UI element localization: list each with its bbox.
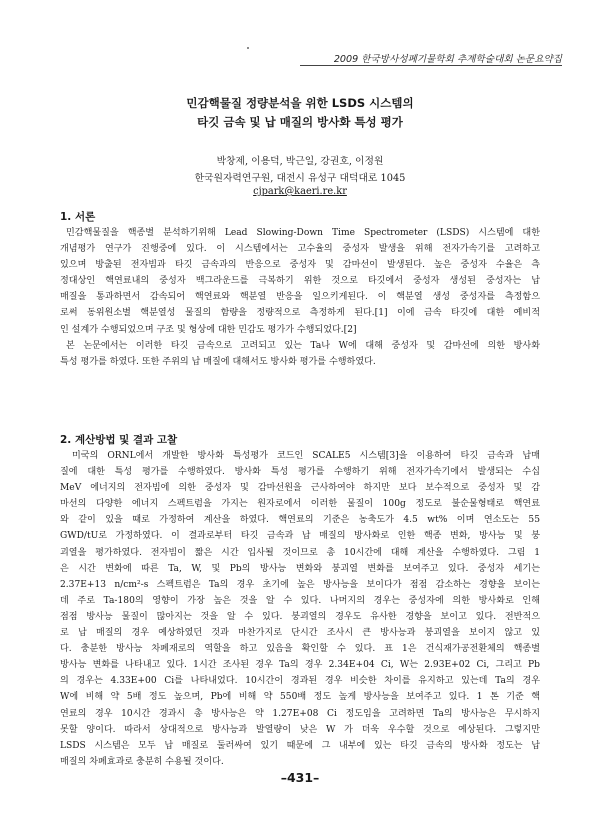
body-line: 인 설계가 수행되었으며 구조 및 형상에 대한 민감도 평가가 수행되었다.[2] bbox=[60, 324, 357, 335]
body-line: 로 납 매질의 경우 예상하였던 것과 마찬가지로 단시간 조사시 큰 방사능과 붕괴열을 보이지 않고 있 bbox=[60, 628, 540, 639]
section-body-methods bbox=[60, 448, 540, 770]
conference-header: 2009 한국방사성폐기물학회 추계학술대회 논문요약집 bbox=[333, 54, 562, 65]
email-line bbox=[60, 186, 540, 197]
body-line: 괴열을 평가하였다. 전자빔이 짧은 시간 입사될 것이므로 총 10시간에 대해 계산을 수행하였다. 그림 1 bbox=[60, 547, 540, 558]
body-line: MeV 에너지의 전자빔에 의한 중성자 및 감마선원을 근사하여야 하지만 보다 보수적으로 중성자 및 감 bbox=[60, 483, 540, 494]
body-line: 2.37E+13 n/cm²-s 스펙트럼은 Ta의 경우 초기에 높은 방사능을 보이다가 점점 감소하는 경향을 보이는 bbox=[60, 579, 540, 590]
header-rule bbox=[300, 65, 562, 66]
body-line: 마선의 다양한 에너지 스펙트럼을 가지는 원자로에서 이러한 물질이 100g 정도로 불순물형태로 핵연료 bbox=[60, 499, 540, 510]
body-line: 와 같이 있을 때로 가정하여 계산을 하였다. 핵연료의 기준은 농축도가 4.5 wt% 이며 연소도는 55 bbox=[60, 515, 540, 526]
body-line: 미국의 ORNL에서 개발한 방사화 특성평가 코드인 SCALE5 시스템[3]을 이용하여 타깃 금속과 납매 bbox=[72, 451, 540, 461]
affiliation: 한국원자력연구원, 대전시 유성구 대덕대로 1045 bbox=[194, 173, 406, 184]
body-line: 방사능 변화를 나타내고 있다. 1시간 조사된 경우 Ta의 경우 2.34E+04 Ci, W는 2.93E+02 Ci, 그리고 Pb bbox=[60, 660, 540, 671]
body-line: 연료의 경우 10시간 경과시 총 방사능은 약 1.27E+08 Ci 정도임을 고려하면 Ta의 방사능은 무시하지 bbox=[60, 708, 540, 719]
email-address: cjpark@kaeri.re.kr bbox=[253, 186, 347, 197]
section-heading-methods: 2. 계산방법 및 결과 고찰 bbox=[60, 434, 178, 446]
section-heading-intro: 1. 서론 bbox=[60, 211, 96, 223]
body-line: 점점 방사능 물질이 많아지는 것을 알 수 있다. 붕괴열의 경우도 유사한 경향을 보이고 있다. 전반적으 bbox=[60, 611, 540, 622]
paper-title-line-1: 민감핵물질 정량분석을 위한 LSDS 시스템의 bbox=[186, 96, 414, 110]
paper-title-line-2: 타깃 금속 및 납 매질의 방사화 특성 평가 bbox=[197, 115, 403, 129]
body-line: 의 경우는 4.33E+00 Ci를 나타내었다. 10시간이 경과된 경우 비슷한 차이를 유지하고 있는데 Ta의 경우 bbox=[60, 676, 540, 687]
body-line: 민감핵물질을 핵종별 분석하기위해 Lead Slowing-Down Time Spectrometer (LSDS) 시스템에 대한 bbox=[66, 228, 540, 238]
body-line: 은 시간 변화에 따른 Ta, W, 및 Pb의 방사능 변화와 붕괴열 변화를 보여주고 있다. 중성자 세기는 bbox=[60, 563, 540, 574]
body-line: 있으며 방출된 전자빔과 타깃 금속과의 반응으로 중성자 및 감마선이 발생된다. 높은 중성자 수율은 측 bbox=[60, 260, 540, 271]
body-line: 정대상인 핵연료내의 중성자 백그라운드를 극복하기 위한 것으로 타깃에서 중성자 생성된 중성자는 납 bbox=[60, 276, 540, 287]
section-body-intro bbox=[60, 225, 540, 370]
scan-speck bbox=[247, 47, 249, 49]
body-line: 매질의 차폐효과로 충분히 수용될 것이다. bbox=[60, 756, 224, 767]
author-list: 박창제, 이용덕, 박근일, 강권호, 이정원 bbox=[216, 156, 384, 167]
body-line: W에 비해 약 5배 정도 높으며, Pb에 비해 약 550배 정도 높게 방사능을 보여주고 있다. 1 톤 기준 핵 bbox=[60, 692, 540, 703]
body-line: 로써 동위원소별 핵분열성 물질의 함량을 정량적으로 측정하게 된다.[1] 이에 금속 타깃에 대한 예비적 bbox=[60, 308, 540, 319]
body-line: 특성 평가를 하였다. 또한 주위의 납 매질에 대해서도 방사화 평가를 수행하였다. bbox=[60, 356, 376, 367]
body-line: 질에 대한 특성 평가를 수행하였다. 방사화 특성 평가를 수행하기 위해 전자가속기에서 발생되는 수십 bbox=[60, 467, 540, 478]
body-line: 데 주로 Ta-180의 영향이 가장 높은 것을 알 수 있다. 나머지의 경우는 중성자에 의한 방사화로 인해 bbox=[60, 595, 540, 606]
body-line: 매질을 통과하면서 감속되어 핵연료와 핵분열 반응을 일으키게된다. 이 핵분열 생성 중성자를 측정함으 bbox=[60, 292, 540, 303]
body-line: 못할 양이다. 따라서 상대적으로 방사능과 발열량이 낮은 W 가 더욱 우수할 것으로 예상된다. 그렇지만 bbox=[60, 724, 540, 735]
body-line: 개념평가 연구가 진행중에 있다. 이 시스템에서는 고수율의 중성자 발생을 위해 전자가속기를 고려하고 bbox=[60, 244, 540, 255]
body-line: GWD/tU로 가정하였다. 이 결과로부터 타깃 금속과 납 매질의 방사화로 인한 핵종 변화, 방사능 및 붕 bbox=[60, 531, 540, 542]
body-line: 다. 충분한 방사능 차폐재로의 역할을 하고 있음을 확인할 수 있다. 표 1은 건식재가공전환체의 핵종별 bbox=[60, 644, 540, 655]
body-line: LSDS 시스템은 모두 납 매질로 둘러싸여 있기 때문에 그 내부에 있는 타깃 금속의 방사화 정도는 납 bbox=[60, 740, 540, 751]
page-number: –431– bbox=[280, 770, 320, 785]
body-line: 본 논문에서는 이러한 타깃 금속으로 고려되고 있는 Ta나 W에 대해 중성자 및 감마선에 의한 방사화 bbox=[66, 340, 540, 351]
